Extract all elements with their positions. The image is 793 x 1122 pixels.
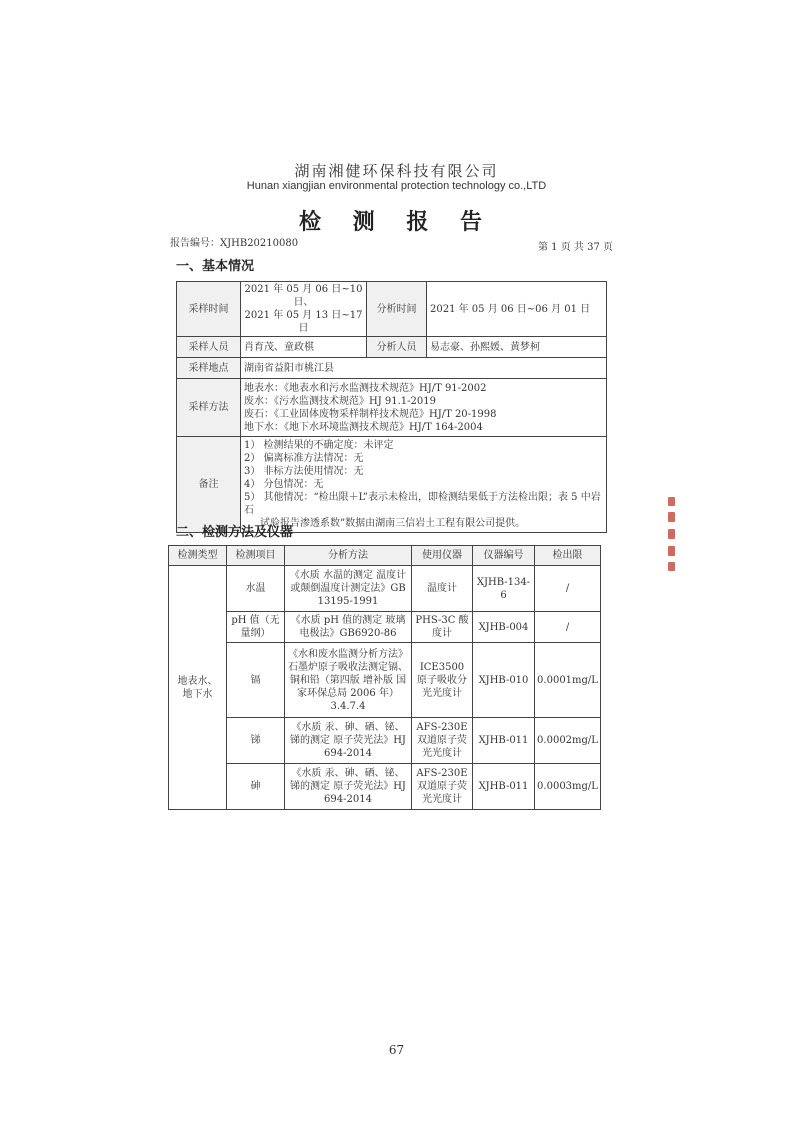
limit-cell: / [535,566,601,612]
basic-info-table [176,281,607,533]
method-cell: 《水和废水监测分析方法》石墨炉原子吸收法测定镉、铜和铅（第四版 增补版 国家环保总局 2006 年）3.4.7.4 [285,643,412,718]
method-item: 废石：《工业固体废物采样制样技术规范》HJ/T 20-1998 [244,408,497,420]
limit-cell: / [535,612,601,643]
method-cell: 《水质 pH 值的测定 玻璃电极法》GB6920-86 [285,612,412,643]
sampling-time-value [241,282,367,337]
sampling-time-line1: 2021 年 05 月 06 日~10 日、 [244,284,363,308]
remark-item: 5） 其他情况：“检出限＋L”表示未检出，即检测结果低于方法检出限；表 5 中岩石 [244,492,601,516]
methods-table [168,545,601,810]
method-list [241,379,607,437]
remark-item: 2） 偏离标准方法情况：无 [244,453,364,464]
header-limit: 检出限 [535,546,601,566]
seal-stamp-fragment [665,495,679,575]
location-label: 采样地点 [177,358,241,379]
sampling-time-line2: 2021 年 05 月 13 日~17 日 [244,310,363,334]
table-row [169,612,601,643]
method-item: 地下水：《地下水环境监测技术规范》HJ/T 164-2004 [244,421,483,433]
header-code: 仪器编号 [473,546,535,566]
instrument-cell: 温度计 [412,566,473,612]
code-cell: XJHB-004 [473,612,535,643]
analysis-time-value: 2021 年 05 月 06 日~06 月 01 日 [427,282,607,337]
section-title-methods: 二、检测方法及仪器 [176,525,294,540]
analyst-value: 易志豪、孙熙媛、黄梦柯 [427,337,607,358]
code-cell: XJHB-010 [473,643,535,718]
item-cell: 镉 [227,643,285,718]
instrument-cell: ICE3500 原子吸收分光光度计 [412,643,473,718]
sampling-time-label: 采样时间 [177,282,241,337]
analyst-label: 分析人员 [367,337,427,358]
remark-item: 4） 分包情况：无 [244,479,324,490]
instrument-cell: AFS-230E 双道原子荧光光度计 [412,718,473,764]
company-name-en: Hunan xiangjian environmental protection technology co.,LTD [246,180,547,192]
report-number: 报告编号：XJHB20210080 [170,238,299,249]
table-row [169,566,601,612]
header-instrument: 使用仪器 [412,546,473,566]
remark-item: 3） 非标方法使用情况：无 [244,466,364,477]
remark-item: 1） 检测结果的不确定度：未评定 [244,440,394,451]
page-info: 第 1 页 共 37 页 [538,242,613,253]
code-cell: XJHB-011 [473,718,535,764]
report-title: 检 测 报 告 [299,209,494,235]
item-cell: pH 值（无量纲） [227,612,285,643]
method-label: 采样方法 [177,379,241,437]
code-cell: XJHB-011 [473,764,535,810]
section-title-basic: 一、基本情况 [176,259,255,274]
item-cell: 水温 [227,566,285,612]
page-number: 67 [388,1043,405,1057]
item-cell: 砷 [227,764,285,810]
item-cell: 锑 [227,718,285,764]
remark-item: 试验报告渗透系数”数据由湖南三信岩土工程有限公司提供。 [260,518,526,529]
detection-type: 地表水、地下水 [177,675,218,700]
header-item: 检测项目 [227,546,285,566]
detection-type-cell [169,566,227,810]
sampler-label: 采样人员 [177,337,241,358]
location-value: 湖南省益阳市桃江县 [241,358,607,379]
stamp-marks [668,497,675,571]
method-item: 废水：《污水监测技术规范》HJ 91.1-2019 [244,395,437,407]
method-cell: 《水质 水温的测定 温度计或颠倒温度计测定法》GB 13195-1991 [285,566,412,612]
table-row [169,764,601,810]
limit-cell: 0.0001mg/L [535,643,601,718]
table-row [169,643,601,718]
header-method: 分析方法 [285,546,412,566]
remarks-label: 备注 [177,437,241,533]
limit-cell: 0.0002mg/L [535,718,601,764]
analysis-time-label: 分析时间 [367,282,427,337]
code-cell: XJHB-134-6 [473,566,535,612]
method-item: 地表水：《地表水和污水监测技术规范》HJ/T 91-2002 [244,382,487,394]
instrument-cell: PHS-3C 酸度计 [412,612,473,643]
table-row [169,718,601,764]
sampler-value: 肖育茂、童政棋 [241,337,367,358]
limit-cell: 0.0003mg/L [535,764,601,810]
company-name-cn: 湖南湘健环保科技有限公司 [294,162,499,180]
header-type: 检测类型 [169,546,227,566]
remarks-list [241,437,607,533]
instrument-cell: AFS-230E 双道原子荧光光度计 [412,764,473,810]
method-cell: 《水质 汞、砷、硒、铋、锑的测定 原子荧光法》HJ 694-2014 [285,718,412,764]
method-cell: 《水质 汞、砷、硒、铋、锑的测定 原子荧光法》HJ 694-2014 [285,764,412,810]
